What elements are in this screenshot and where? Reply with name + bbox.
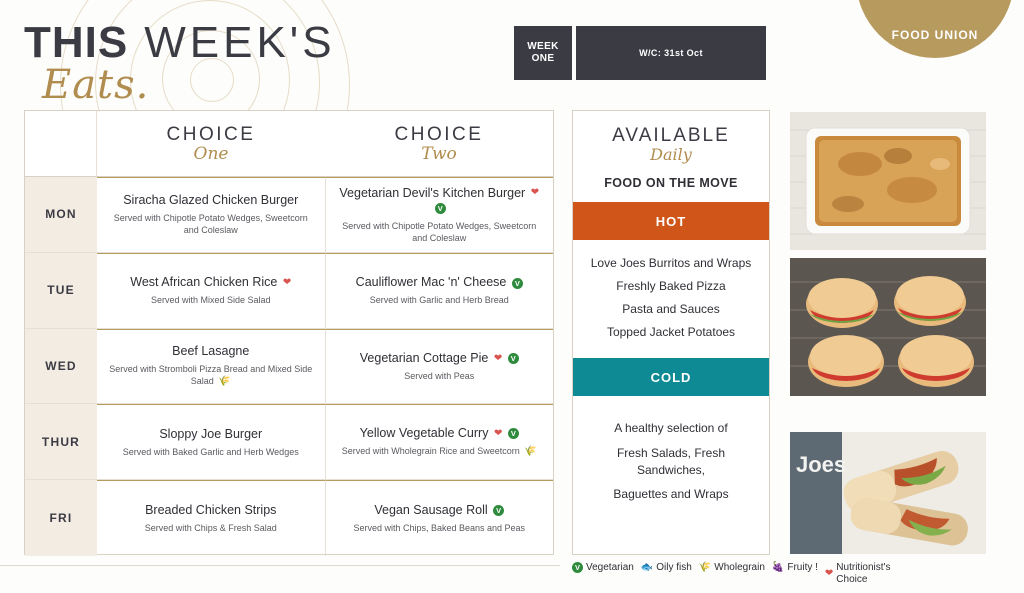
table-row [25, 177, 553, 253]
available-daily-panel [572, 110, 770, 555]
legend-item [641, 562, 692, 574]
dish-description: Served with Mixed Side Salad [150, 294, 271, 305]
dish-name: Breaded Chicken Strips [145, 503, 277, 518]
dish-name-text: Cauliflower Mac 'n' Cheese [355, 275, 507, 290]
list-item: Pasta and Sauces [622, 302, 720, 316]
dish-name: Siracha Glazed Chicken Burger [123, 193, 299, 208]
page-title [24, 18, 336, 108]
vegetarian-icon: V [572, 562, 583, 573]
legend-label: Oily fish [656, 562, 692, 573]
wraps-photo [790, 432, 986, 554]
burgers-photo [790, 258, 986, 396]
week-badge-line2: ONE [531, 53, 555, 64]
week-commencing-badge: W/C: 31st Oct [576, 26, 766, 80]
menu-cell-choice-one [97, 253, 326, 328]
lasagne-photo [790, 112, 986, 250]
nutritionists-choice-icon: ❤ [493, 427, 503, 439]
table-row [25, 329, 553, 405]
menu-cell-choice-two [326, 404, 554, 479]
vegetarian-icon: V [493, 505, 504, 516]
menu-cell-choice-two [326, 329, 554, 404]
food-on-the-move-label: FOOD ON THE MOVE [604, 176, 738, 190]
dish-name [374, 503, 504, 519]
legend-label: Wholegrain [714, 562, 765, 573]
oily-fish-icon: 🐟 [640, 562, 654, 573]
menu-cell-choice-one [97, 329, 326, 404]
footer-divider [0, 565, 560, 566]
dish-name [336, 186, 544, 217]
wholegrain-icon: 🌾 [698, 562, 712, 573]
available-daily-title: AVAILABLE [612, 125, 730, 146]
legend-item [772, 562, 818, 574]
legend-label: Nutritionist's Choice [836, 562, 891, 585]
list-item: Freshly Baked Pizza [616, 279, 726, 293]
list-item: Love Joes Burritos and Wraps [590, 256, 752, 270]
dish-description: Served with Peas [404, 370, 475, 381]
vegetarian-icon: V [508, 353, 519, 364]
legend [572, 562, 1012, 590]
dish-name [356, 275, 523, 291]
dish-name [360, 426, 519, 442]
menu-cell-choice-one [97, 404, 326, 479]
hot-section-header: HOT [573, 202, 769, 240]
legend-item [699, 562, 765, 574]
week-badge-line1: WEEK [527, 40, 559, 52]
day-label: FRI [25, 480, 97, 556]
day-label: THUR [25, 404, 97, 479]
nutritionists-choice-icon: ❤ [824, 567, 834, 579]
dish-description-text: Served with Wholegrain Rice and Sweetcorn [341, 445, 520, 456]
legend-label: Fruity ! [787, 562, 818, 573]
cold-items-list [573, 396, 769, 511]
table-row [25, 404, 553, 480]
vegetarian-icon: V [512, 278, 523, 289]
menu-cell-choice-two [326, 253, 554, 328]
dish-name [130, 275, 291, 291]
menu-cell-choice-one [97, 480, 326, 556]
cold-section-header: COLD [573, 358, 769, 396]
dish-name-text: Vegetarian Cottage Pie [359, 351, 489, 366]
day-label: MON [25, 177, 97, 252]
dish-name-text: West African Chicken Rice [130, 275, 278, 290]
brand-logo: FOOD UNION [856, 0, 1014, 58]
svg-text:Joes: Joes [796, 452, 847, 477]
dish-name-text: Vegan Sausage Roll [374, 503, 488, 518]
dish-description [342, 445, 537, 459]
day-label: TUE [25, 253, 97, 328]
dish-description: Served with Baked Garlic and Herb Wedges [122, 446, 299, 457]
nutritionists-choice-icon: ❤ [282, 276, 292, 288]
nutritionists-choice-icon: ❤ [530, 187, 540, 199]
title-weeks: WEEK'S [144, 18, 336, 67]
menu-cell-choice-two [326, 177, 554, 252]
wholegrain-icon: 🌾 [218, 376, 231, 388]
hot-items-list [573, 240, 769, 358]
column-header-choice-one [97, 111, 325, 176]
list-item: Baguettes and Wraps [613, 487, 729, 502]
week-badge [514, 26, 572, 80]
wholegrain-icon: 🌾 [524, 445, 537, 457]
dish-description: Served with Chips & Fresh Salad [144, 522, 277, 533]
vegetarian-icon: V [508, 428, 519, 439]
table-row [25, 253, 553, 329]
nutritionists-choice-icon: ❤ [493, 352, 503, 364]
list-item: Topped Jacket Potatoes [606, 325, 736, 339]
weekly-menu-table [24, 110, 554, 555]
dish-name-text: Vegetarian Devil's Kitchen Burger [339, 185, 526, 200]
column-header-top: CHOICE [166, 123, 256, 145]
list-item: A healthy selection of [614, 421, 728, 435]
list-item: Fresh Salads, Fresh Sandwiches, [616, 445, 726, 477]
fruity-icon: 🍇 [771, 562, 785, 573]
menu-table-header [25, 111, 553, 177]
title-this: THIS [24, 18, 129, 67]
dish-description: Served with Chipotle Potato Wedges, Sweetcorn and Coleslaw [342, 220, 537, 244]
column-header-bottom: Two [421, 143, 457, 164]
vegetarian-icon: V [435, 203, 446, 214]
poster-header [0, 0, 1024, 108]
dish-description: Served with Chipotle Potato Wedges, Sweetcorn and Coleslaw [113, 213, 308, 236]
available-daily-subtitle-script: Daily [650, 145, 692, 164]
column-header-bottom: One [193, 143, 229, 164]
dish-name: Beef Lasagne [172, 344, 250, 359]
dish-name: Sloppy Joe Burger [159, 426, 263, 441]
menu-header-spacer [25, 111, 97, 176]
dish-description-text: Served with Stromboli Pizza Bread and Mixed Side Salad [109, 363, 313, 387]
day-label: WED [25, 329, 97, 404]
column-header-choice-two [325, 111, 553, 176]
menu-cell-choice-two [326, 480, 554, 556]
title-eats: Eats. [42, 62, 150, 108]
legend-item [572, 562, 634, 574]
table-row [25, 480, 553, 556]
dish-description: Served with Garlic and Herb Bread [369, 294, 509, 305]
column-header-top: CHOICE [394, 123, 484, 145]
dish-description [107, 363, 315, 389]
legend-item [825, 562, 906, 585]
dish-name-text: Yellow Vegetable Curry [359, 426, 489, 441]
menu-cell-choice-one [97, 177, 326, 252]
dish-description: Served with Chips, Baked Beans and Peas [353, 522, 526, 533]
legend-label: Vegetarian [586, 562, 634, 573]
dish-name [360, 351, 519, 367]
